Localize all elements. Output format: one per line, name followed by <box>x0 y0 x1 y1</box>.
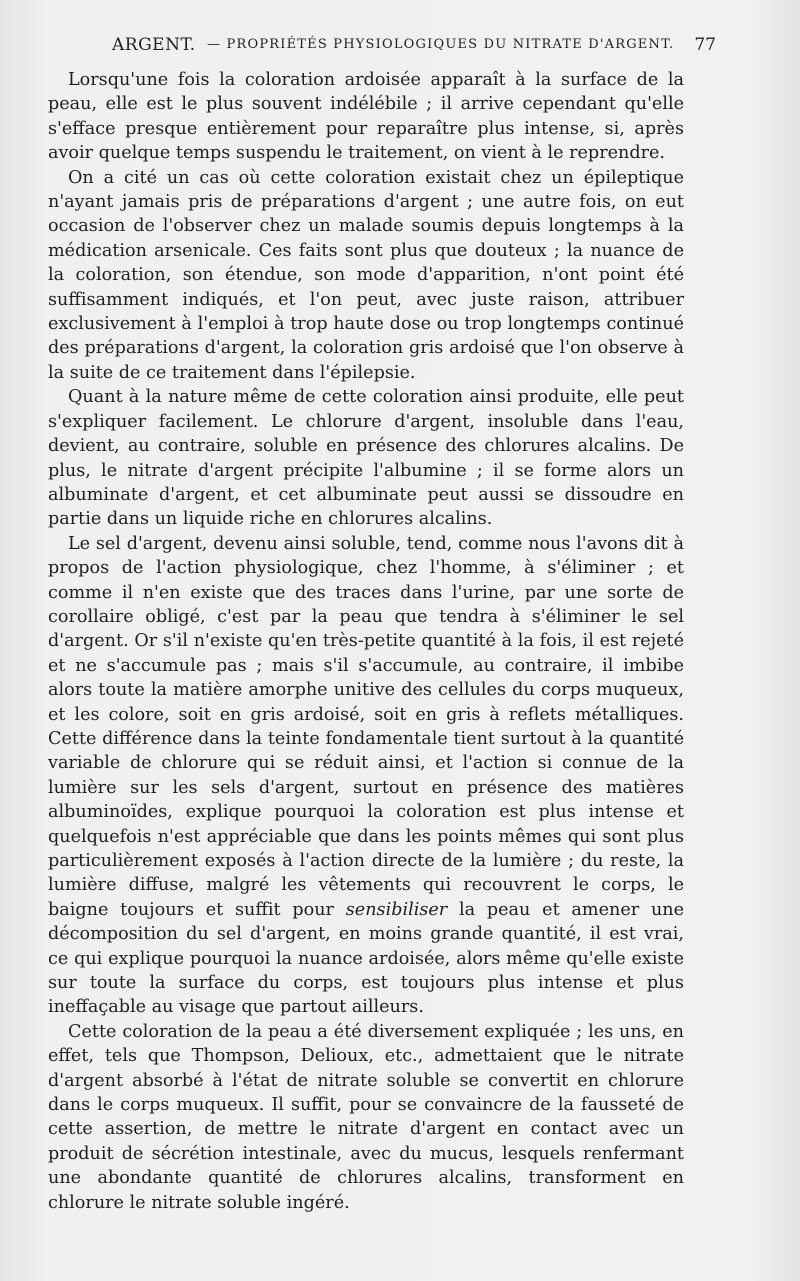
paragraph-1: Lorsqu'une fois la coloration ardoisée apparaît à la surface de la peau, elle est le plus souvent indélébile ; il arrive cependant qu'elle s'efface presque entièrement pour reparaître plus intense, si, après avoir quelque temps suspendu le traitement, on vient à le reprendre. <box>48 70 684 164</box>
chapter-title: ARGENT. <box>112 35 196 55</box>
paragraph-5: Cette coloration de la peau a été diversement expliquée ; les uns, en effet, tels que Thompson, Delioux, etc., admettaient que le nitrate d'argent absorbé à l'état de nitrate soluble se convertit en chlorure dans le corps muqueux. Il suffit, pour se convaincre de la fausseté de cette assertion, de mettre le nitrate d'argent en contact avec un produit de sécrétion intestinale, avec du mucus, lesquels renfermant une abondante quantité de chlorures alcalins, transforment en chlorure le nitrate soluble ingéré. <box>48 1021 684 1213</box>
body-text <box>48 68 684 1215</box>
paragraph-3: Quant à la nature même de cette coloration ainsi produite, elle peut s'expliquer facilement. Le chlorure d'argent, insoluble dans l'eau, devient, au contraire, soluble en présence des chlorures alcalins. De plus, le nitrate d'argent précipite l'albumine ; il se forme alors un albuminate d'argent, et cet albuminate peut aussi se dissoudre en partie dans un liquide riche en chlorures alcalins. <box>48 387 684 530</box>
running-header <box>112 30 716 60</box>
paragraph-4 <box>48 532 684 1020</box>
paragraph-4-text-after: la peau et amener une décomposition du sel d'argent, en moins grande quantité, il est vrai, ce qui explique pourquoi la nuance ardoisée, alors même qu'elle existe sur toute la surface du corps, est toujours plus intense et plus ineffaçable au visage que partout ailleurs. <box>48 899 685 1018</box>
emphasis-sensibiliser: sensibiliser <box>345 899 448 920</box>
paragraph-2: On a cité un cas où cette coloration existait chez un épileptique n'ayant jamais pris de préparations d'argent ; une autre fois, on eut occasion de l'observer chez un malade soumis depuis longtemps à la médication arsenicale. Ces faits sont plus que douteux ; la nuance de la coloration, son étendue, son mode d'apparition, n'ont point été suffisamment indiqués, et l'on peut, avec juste raison, attribuer exclusivement à l'emploi à trop haute dose ou trop longtemps continué des préparations d'argent, la coloration gris ardoisé que l'on observe à la suite de ce traitement dans l'épilepsie. <box>48 167 684 383</box>
page-number: 77 <box>694 35 716 55</box>
running-title: — PROPRIÉTÉS PHYSIOLOGIQUES DU NITRATE D'ARGENT. <box>207 37 675 52</box>
paragraph-4-text-before: Le sel d'argent, devenu ainsi soluble, tend, comme nous l'avons dit à propos de l'action physiologique, chez l'homme, à s'éliminer ; et comme il n'en existe que des traces dans l'urine, par une sorte de corollaire obligé, c'est par la peau que tendra à s'éliminer le sel d'argent. Or s'il n'existe qu'en très-petite quantité à la fois, il est rejeté et ne s'accumule pas ; mais s'il s'accumule, au contraire, il imbibe alors toute la matière amorphe unitive des cellules du corps muqueux, et les colore, soit en gris ardoisé, soit en gris à reflets métalliques. Cette différence dans la teinte fondamentale tient surtout à la quantité variable de chlorure qui se réduit ainsi, et l'action si connue de la lumière sur les sels d'argent, surtout en présence des matières albuminoïdes, explique pourquoi la coloration est plus intense et quelquefois n'est appréciable que dans les points mêmes qui sont plus particulièrement exposés à l'action directe de la lumière ; du reste, la lumière diffuse, malgré les vêtements qui recouvrent le corps, le baigne toujours et suffit pour <box>48 533 684 920</box>
